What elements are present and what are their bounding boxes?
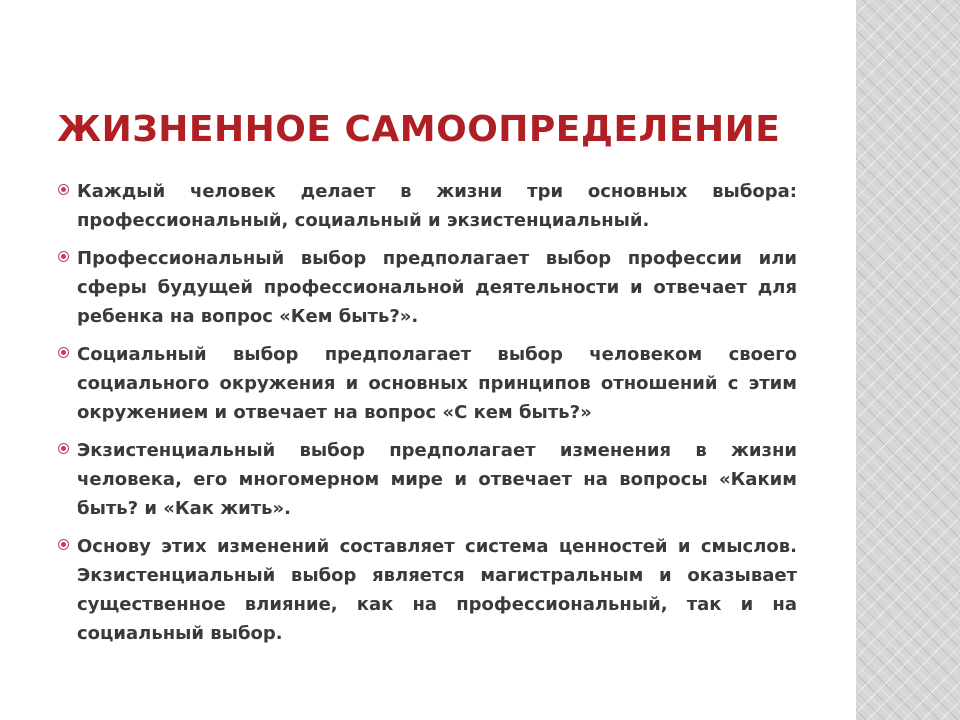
bullet-item — [57, 436, 797, 523]
bullet-item — [57, 244, 797, 331]
bullet-text: Каждый человек делает в жизни три основных выбора: профессиональный, социальный и экзистенциальный. — [77, 181, 797, 231]
circle-bullet-icon — [58, 539, 69, 550]
circle-bullet-icon — [58, 184, 69, 195]
bullet-item — [57, 340, 797, 427]
side-pattern-panel — [856, 0, 960, 720]
slide-title: ЖИЗНЕННОЕ САМООПРЕДЕЛЕНИЕ — [57, 109, 781, 150]
bullet-item — [57, 177, 797, 235]
bullet-text: Экзистенциальный выбор предполагает изменения в жизни человека, его многомерном мире и отвечает на вопросы «Каким быть? и «Как жить». — [77, 440, 797, 519]
circle-bullet-icon — [58, 251, 69, 262]
bullet-text: Основу этих изменений составляет система ценностей и смыслов. Экзистенциальный выбор является магистральным и оказывает существенное влияние, как на профессиональный, так и на социальный выбор. — [77, 536, 797, 644]
circle-bullet-icon — [58, 347, 69, 358]
bullet-text: Социальный выбор предполагает выбор человеком своего социального окружения и основных принципов отношений с этим окружением и отвечает на вопрос «С кем быть?» — [77, 344, 797, 423]
bullet-item — [57, 532, 797, 648]
circle-bullet-icon — [58, 443, 69, 454]
bullet-text: Профессиональный выбор предполагает выбор профессии или сферы будущей профессиональной деятельности и отвечает для ребенка на вопрос «Кем быть?». — [77, 248, 797, 327]
bullet-list — [57, 177, 797, 657]
